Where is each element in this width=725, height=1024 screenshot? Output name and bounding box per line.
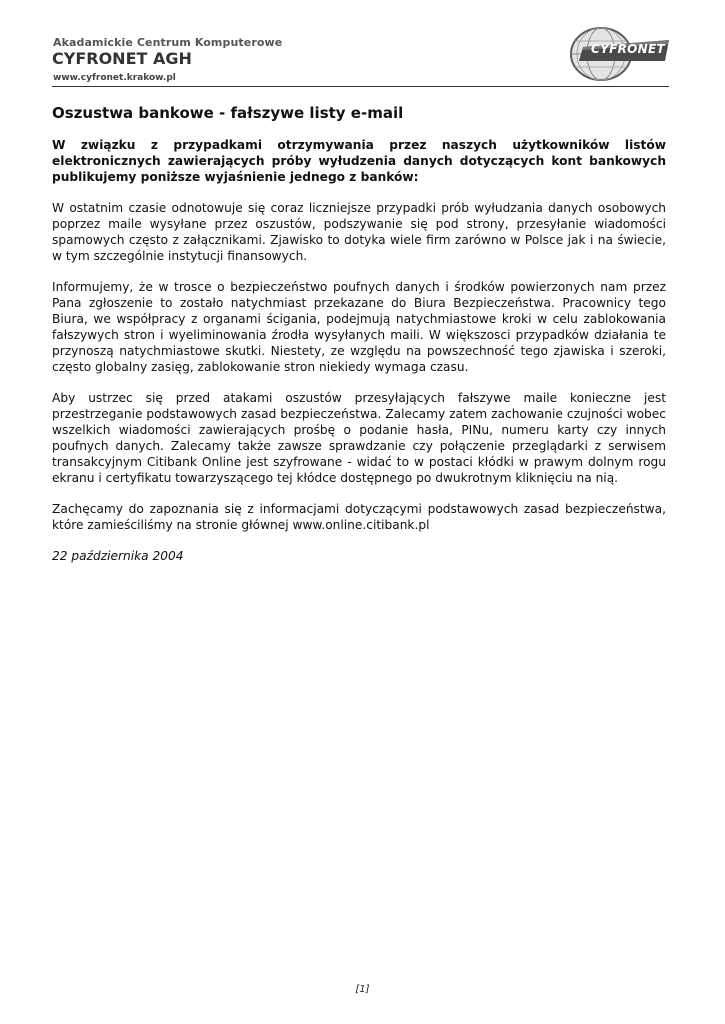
page-number: [1] [355, 984, 370, 995]
header-divider [52, 86, 669, 87]
cyfronet-logo [565, 25, 671, 83]
document-title: Oszustwa bankowe - fałszywe listy e-mail [52, 104, 404, 122]
body-paragraph: Aby ustrzec się przed atakami oszustów przesyłających fałszywe maile konieczne jest przestrzeganie podstawowych zasad bezpieczeństwa. Zalecamy zatem zachowanie czujności wobec wszelkich wiadomości zawierających prośbę o podanie hasła, PINu, numeru karty czy innych poufnych danych. Zalecamy także zawsze sprawdzanie czy połączenie przeglądarki z serwisem transakcyjnym Citibank Online jest szyfrowane - widać to w postaci kłódki w prawym dolnym rogu ekranu i certyfikatu towarzyszącego tej kłódce dostępnego po dwukrotnym kliknięciu na nią. [52, 391, 666, 485]
body-paragraph: Informujemy, że w trosce o bezpieczeństwo poufnych danych i środków powierzonych nam przez Pana zgłoszenie to zostało natychmiast przekazane do Biura Bezpieczeństwa. Pracownicy tego Biura, we współpracy z organami ścigania, podejmują natychmiastowe kroki w celu zablokowania fałszywych stron i wyeliminowania źrodła wysyłanych maili. W większosci przypadków działania te przynoszą natychmiastowe skutki. Niestety, ze względu na powszechność tego zjawiska i szeroki, często globalny zasięg, zablokowanie stron niekiedy wymaga czasu. [52, 280, 666, 374]
organization-url: www.cyfronet.krakow.pl [53, 73, 176, 83]
document-date: 22 października 2004 [52, 549, 184, 563]
body-paragraph: Zachęcamy do zapoznania się z informacjami dotyczącymi podstawowych zasad bezpieczeństwa, które zamieściliśmy na stronie głównej www.online.citibank.pl [52, 502, 666, 532]
body-paragraph: W ostatnim czasie odnotowuje się coraz liczniejsze przypadki prób wyłudzania danych osobowych poprzez maile wysyłane przez oszustów, podszywanie się pod strony, przesyłanie wiadomości spamowych często z załącznikami. Zjawisko to dotyka wiele firm zarówno w Polsce jak i na świecie, w tym szczególnie instytucji finansowych. [52, 201, 666, 263]
organization-name: CYFRONET AGH [52, 49, 192, 68]
logo-text: CYFRONET [591, 42, 665, 56]
document-body [52, 137, 666, 579]
lead-paragraph: W związku z przypadkami otrzymywania przez naszych użytkowników listów elektronicznych zawierających próby wyłudzenia danych dotyczących kont bankowych publikujemy poniższe wyjaśnienie jednego z banków: [52, 138, 666, 184]
organization-line: Akadamickie Centrum Komputerowe [53, 36, 283, 49]
